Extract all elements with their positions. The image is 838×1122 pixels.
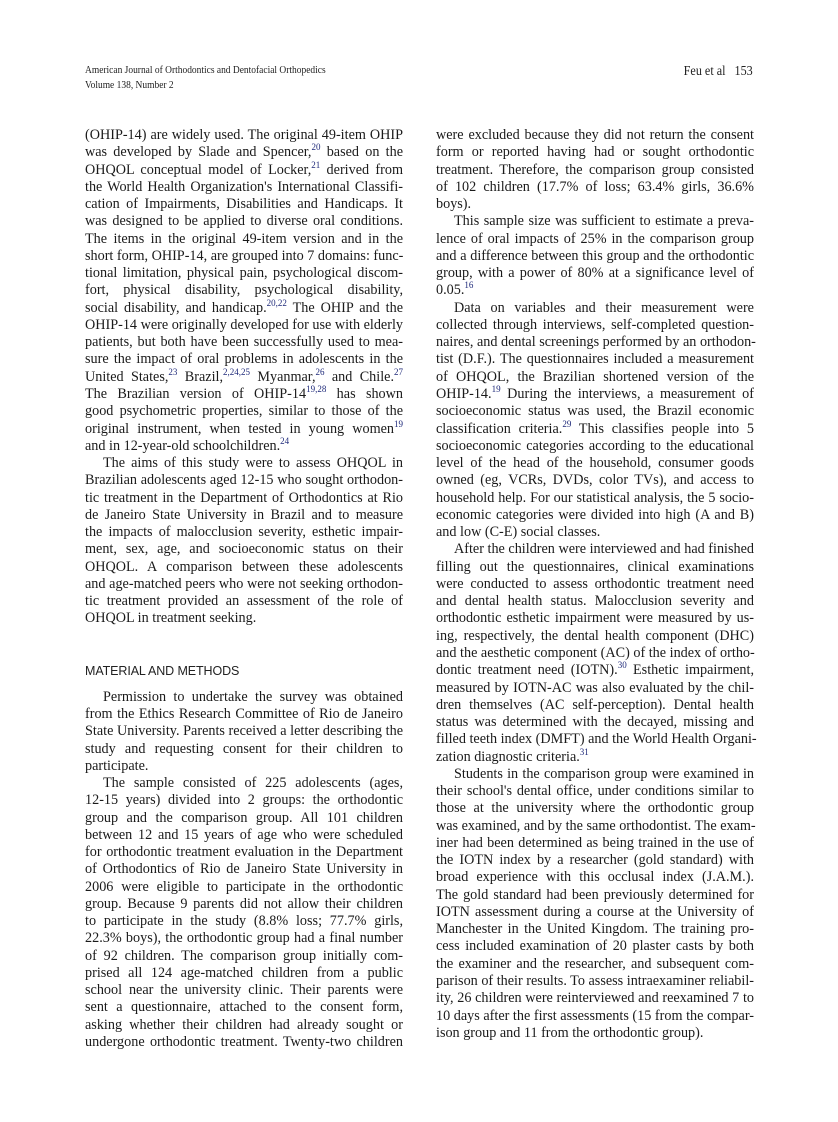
text-line: tic treatment in the Department of Orthodontics at Rio — [85, 489, 403, 506]
text-line: OHQOL conceptual model of Locker,$^{21}$ derived from — [85, 159, 403, 178]
text-line: social disability, and handicap.$^{20,22}$ The OHIP and the — [85, 297, 403, 316]
citation-link[interactable]: 29 — [562, 418, 572, 429]
text-line: IOTN assessment during a course at the University of — [436, 903, 754, 920]
text-line: the impacts of malocclusion severity, esthetic impair- — [85, 524, 403, 541]
journal-info — [85, 63, 326, 93]
citation-link[interactable]: 2,24,25 — [223, 366, 250, 377]
text-line: 2006 were eligible to participate in the orthodontic — [85, 878, 403, 895]
section-heading: MATERIAL AND METHODS — [85, 663, 240, 678]
citation-link[interactable]: 21 — [311, 159, 321, 170]
text-line: ment, sex, age, and socioeconomic status on their — [85, 541, 403, 558]
paragraph-sample-size — [436, 213, 754, 299]
text-line: of Orthodontics of Rio de Janeiro State University in — [85, 861, 403, 878]
text-line: participate. — [85, 757, 149, 774]
text-line: OHQOL in treatment seeking. — [85, 610, 257, 627]
text-line: ity, 26 children were reinterviewed and reexamined 7 to — [436, 990, 754, 1007]
text-line: 0.05.16 — [436, 280, 474, 299]
paragraph-ethics-permission — [85, 689, 403, 775]
text-line: After the children were interviewed and had finished — [454, 541, 754, 558]
text-line: of 102 children (17.7% of loss; 63.4% girls, 36.6% — [436, 178, 754, 195]
text-line: broad experience with this occlusal index (J.A.M.). — [436, 869, 754, 886]
text-line: the examiner and the researcher, and subsequent com- — [436, 955, 754, 972]
text-line: (OHIP-14) are widely used. The original 49-item OHIP — [85, 127, 403, 143]
text-line: orthodontic esthetic impairment were measured by us- — [436, 610, 754, 627]
citation-link[interactable]: 19,28 — [306, 383, 327, 394]
text-line: the World Health Organization's International Classifi- — [85, 178, 403, 195]
text-line: The aims of this study were to assess OHQOL in — [103, 455, 403, 472]
text-line: treatment. Therefore, the comparison group consisted — [436, 161, 754, 178]
text-line: level of the head of the household, consumer goods — [436, 455, 754, 472]
text-line: The gold standard had been previously determined for — [436, 886, 754, 903]
text-line: de Janeiro State University in Brazil and to measure — [85, 506, 403, 523]
text-line: ing, respectively, the dental health component (DHC) — [436, 627, 754, 644]
text-line: to participate in the study (8.8% loss; 77.7% girls, — [85, 913, 403, 930]
text-line: Manchester in the United Kingdom. The training pro- — [436, 921, 754, 938]
authors: Feu et al — [683, 63, 726, 78]
text-line: group, with a power of 80% at a significance level of — [436, 265, 754, 282]
text-line: status was determined with the decayed, missing and — [436, 714, 754, 731]
text-line: form or reported having had or sought orthodontic — [436, 144, 754, 161]
text-line: The items in the original 49-item version and in the — [85, 230, 403, 247]
text-line: undergone orthodontic treatment. Twenty-two children — [85, 1034, 403, 1051]
text-line: were excluded because they did not return the consent — [436, 127, 754, 143]
text-line: naires, and dental screenings performed by an orthodon- — [436, 334, 756, 351]
text-line: Permission to undertake the survey was obtained — [103, 688, 403, 705]
citation-link[interactable]: 26 — [315, 366, 325, 377]
text-line: socioeconomic status was used, the Brazil economic — [436, 403, 754, 420]
text-line: This sample size was sufficient to estimate a preva- — [454, 213, 754, 230]
text-line: from the Ethics Research Committee of Rio de Janeiro — [85, 705, 403, 722]
text-line: and the aesthetic component (AC) of the index of ortho- — [436, 644, 755, 661]
text-line: tional limitation, physical pain, psychological discom- — [85, 265, 403, 282]
text-line: was examined, and by the same orthodontist. The exam- — [436, 817, 756, 834]
text-line: iner had been determined as being trained in the use of — [436, 834, 754, 851]
page-number: 153 — [734, 63, 753, 78]
paragraph-clinical-examinations — [436, 541, 757, 765]
text-line: sure the impact of oral problems in adolescents in the — [85, 351, 403, 368]
text-line: was designed to be applied to diverse oral conditions. — [85, 213, 403, 230]
text-line: study and requesting consent for their children to — [85, 740, 403, 757]
citation-link[interactable]: 23 — [168, 366, 178, 377]
text-line: the IOTN index by a researcher (gold standard) with — [436, 852, 754, 869]
text-line: socioeconomic categories according to the educational — [436, 437, 754, 454]
text-line: OHQOL. A comparison between these adolescents — [85, 558, 403, 575]
text-line: original instrument, when tested in young women$^{19}$ — [85, 418, 403, 437]
text-line: and a difference between this group and the orthodontic — [436, 247, 754, 264]
citation-link[interactable]: 31 — [579, 746, 589, 757]
text-line: collected through interviews, self-completed question- — [436, 316, 754, 333]
citation-link[interactable]: 19 — [394, 418, 403, 429]
text-line: patients, but both have been successfully used to mea- — [85, 334, 403, 351]
text-line: economic categories were divided into high (A and B) — [436, 506, 754, 523]
text-line: between 12 and 15 years of age who were scheduled — [85, 826, 403, 843]
paragraph-study-aims — [85, 455, 403, 628]
paragraph-sample-description — [85, 775, 403, 1051]
citation-link[interactable]: 30 — [617, 660, 627, 671]
text-line: zation diagnostic criteria.$^{31}$ — [436, 746, 589, 765]
section-spacer — [85, 628, 403, 662]
text-line: fort, physical disability, psychological disability, — [85, 282, 403, 299]
text-line: 10 days after the first assessments (15 from the compar- — [436, 1007, 754, 1024]
text-line: household help. For our statistical analysis, the 5 socio- — [436, 489, 754, 506]
text-line: dontic treatment need (IOTN).$^{30}$ Esthetic impairment, — [436, 660, 754, 679]
paragraph-comparison-group — [436, 127, 754, 213]
text-line: owned (eg, VCRs, DVDs, color TVs), and access to — [436, 472, 754, 489]
text-line: The sample consisted of 225 adolescents (ages, — [103, 775, 403, 792]
text-line: tic treatment provided an assessment of the role of — [85, 593, 403, 610]
citation-link[interactable]: 27 — [394, 366, 403, 377]
right-column — [436, 127, 757, 1042]
text-line: and in 12-year-old schoolchildren.$^{24}$ — [85, 435, 290, 454]
text-line: good psychometric properties, similar to those of the — [85, 403, 403, 420]
paragraph-ohip-background — [85, 127, 403, 455]
text-line: Brazilian adolescents aged 12-15 who sought orthodon- — [85, 472, 403, 489]
page-info — [684, 63, 753, 78]
text-line: for orthodontic treatment evaluation in the Department — [85, 844, 403, 861]
citation-link[interactable]: 19 — [491, 383, 501, 394]
text-line: tist (D.F.). The questionnaires included a measurement — [436, 351, 754, 368]
journal-volume: Volume 138, Number 2 — [85, 79, 174, 91]
text-line: ison group and 11 from the orthodontic group). — [436, 1024, 704, 1041]
text-line: sent a questionnaire, attached to the consent form, — [85, 999, 403, 1016]
text-line: their school's dental office, under conditions similar to — [436, 783, 754, 800]
text-line: 12-15 years) divided into 2 groups: the orthodontic — [85, 792, 403, 809]
text-line: classification criteria.$^{29}$ This classifies people into 5 — [436, 418, 754, 437]
text-line: filled teeth index (DMFT) and the World Health Organi- — [436, 731, 757, 748]
left-column — [85, 127, 403, 1051]
text-line: United States,$^{23}$ Brazil,$^{2,24,25}$ Myanmar,$^{26}$ and Chile.$^{27}$ — [85, 366, 403, 385]
text-line: of 92 children. The comparison group initially com- — [85, 947, 403, 964]
text-line: and low (C-E) social classes. — [436, 524, 601, 541]
citation-link[interactable]: 16 — [464, 280, 474, 291]
text-line: filling out the questionnaires, clinical examinations — [436, 558, 754, 575]
text-line: cation of Impairments, Disabilities and Handicaps. It — [85, 196, 403, 213]
text-line: State University. Parents received a letter describing the — [85, 723, 403, 740]
text-line: asking whether their children had already sought or — [85, 1016, 403, 1033]
text-line: parison of their results. To assess intraexaminer reliabil- — [436, 973, 754, 990]
text-line: measured by IOTN-AC was also evaluated by the chil- — [436, 679, 754, 696]
text-line: dren themselves (AC self-perception). Dental health — [436, 696, 754, 713]
text-line: cess included examination of 20 plaster casts by both — [436, 938, 754, 955]
citation-link[interactable]: 20,22 — [266, 297, 287, 308]
text-line: The Brazilian version of OHIP-14$^{19,28}$ has shown — [85, 383, 403, 402]
citation-link[interactable]: 20 — [311, 142, 321, 153]
text-line: prised all 124 age-matched children from a public — [85, 964, 403, 981]
text-line: 22.3% boys), the orthodontic group had a final number — [85, 930, 403, 947]
text-line: and age-matched peers who were not seeking orthodon- — [85, 575, 403, 592]
text-line: were conducted to assess orthodontic treatment need — [436, 575, 754, 592]
text-line: Students in the comparison group were examined in — [454, 765, 754, 782]
text-line: and dental health status. Malocclusion severity and — [436, 593, 754, 610]
paragraph-data-collection — [436, 300, 754, 542]
text-line: lence of oral impacts of 25% in the comparison group — [436, 230, 754, 247]
text-line: OHIP-14 were originally developed for use with elderly — [85, 316, 403, 333]
text-line: was developed by Slade and Spencer,$^{20}$ based on the — [85, 142, 404, 161]
text-line: boys). — [436, 196, 472, 213]
text-line: group. Because 9 parents did not allow their children — [85, 895, 403, 912]
journal-title: American Journal of Orthodontics and Dentofacial Orthopedics — [85, 64, 326, 76]
text-line: OHIP-14.19 During the interviews, a measurement of — [436, 383, 754, 402]
text-line: school near the university clinic. Their parents were — [85, 982, 403, 999]
text-line: group and the comparison group. All 101 children — [85, 809, 403, 826]
paragraph-examiner-training — [436, 766, 754, 1042]
citation-link[interactable]: 24 — [280, 435, 290, 446]
text-line: those at the university where the orthodontic group — [436, 800, 754, 817]
text-line: Data on variables and their measurement were — [454, 299, 754, 316]
text-line: short form, OHIP-14, are grouped into 7 domains: func- — [85, 247, 404, 264]
text-line: of OHQOL, the Brazilian shortened version of the — [436, 368, 754, 385]
